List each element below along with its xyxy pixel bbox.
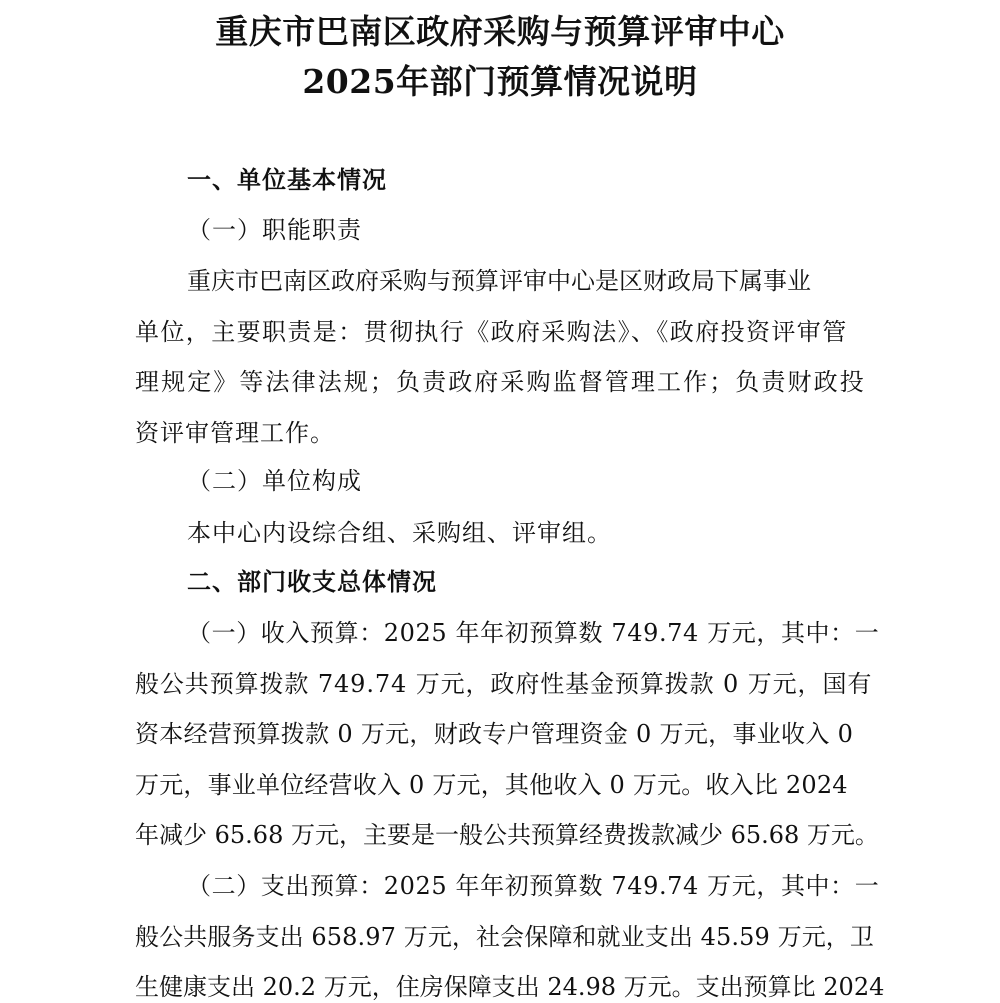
- paragraph-line: （二）支出预算：2025 年年初预算数 749.74 万元，其中：一: [187, 872, 880, 900]
- paragraph-line: 般公共服务支出 658.97 万元，社会保障和就业支出 45.59 万元，卫: [135, 923, 874, 951]
- paragraph-line: （一）收入预算：2025 年年初预算数 749.74 万元，其中：一: [187, 619, 880, 647]
- paragraph-line: 重庆市巴南区政府采购与预算评审中心是区财政局下属事业: [187, 267, 811, 295]
- paragraph-line: 本中心内设综合组、采购组、评审组。: [187, 519, 612, 547]
- paragraph-line: 资评审管理工作。: [135, 419, 335, 447]
- document-title-line-1: 重庆市巴南区政府采购与预算评审中心: [215, 12, 785, 51]
- paragraph-line: 万元，事业单位经营收入 0 万元，其他收入 0 万元。收入比 2024: [135, 771, 848, 799]
- paragraph-line: 生健康支出 20.2 万元，住房保障支出 24.98 万元。支出预算比 2024: [135, 973, 885, 1001]
- paragraph-line: 年减少 65.68 万元，主要是一般公共预算经费拨款减少 65.68 万元。: [135, 821, 879, 849]
- paragraph-line: 资本经营预算拨款 0 万元，财政专户管理资金 0 万元，事业收入 0: [135, 720, 854, 748]
- paragraph-line: 般公共预算拨款 749.74 万元，政府性基金预算拨款 0 万元，国有: [135, 670, 873, 698]
- paragraph-line: 单位，主要职责是：贯彻执行《政府采购法》、《政府投资评审管: [135, 318, 848, 346]
- document-title-line-2: 2025年部门预算情况说明: [302, 62, 698, 101]
- subsection-1-1-heading: （一）职能职责: [187, 216, 362, 244]
- subsection-1-2-heading: （二）单位构成: [187, 467, 362, 495]
- section-2-heading: 二、部门收支总体情况: [187, 567, 437, 596]
- paragraph-line: 理规定》等法律法规；负责政府采购监督管理工作；负责财政投: [135, 368, 866, 396]
- section-1-heading: 一、单位基本情况: [187, 165, 387, 194]
